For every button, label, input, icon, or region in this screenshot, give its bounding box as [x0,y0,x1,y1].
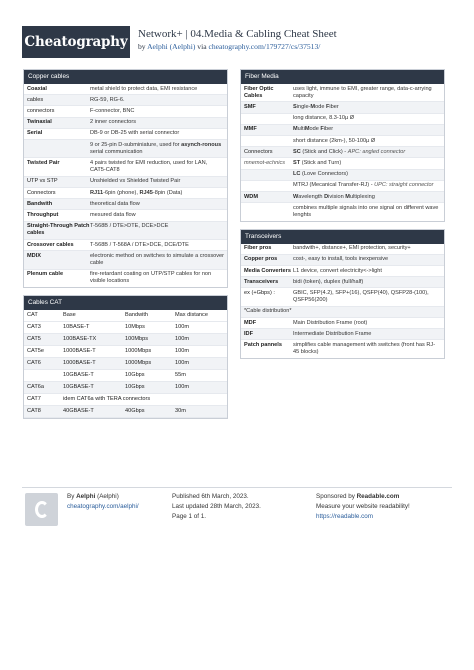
row-value [293,331,441,338]
row-value-text: (Love Connectors) [300,171,349,178]
table-row [241,114,444,125]
header [22,26,452,62]
table-row [241,181,444,192]
table-cell: 40Gbps [122,406,172,418]
row-value [90,242,224,249]
row-value-text: GBIC, SFP(4.2), SFP+(16), QSFP(40), QSFP28-(100), QSFP56(200) [293,289,429,304]
table-row [24,177,227,188]
row-value-text: asynch-ronous [181,141,222,148]
row-key: ex (+Gbps) : [244,289,275,296]
footer-sponsor-block [316,492,410,522]
right-column [240,69,445,366]
row-value [293,342,441,356]
cheatography-c-icon [35,501,49,518]
table-row [24,322,227,334]
sponsor-url[interactable]: https://readable.com [316,513,374,520]
table-row [24,370,227,382]
row-value-text: SC [293,148,301,155]
sponsor-tagline: Measure your website readability! [316,503,410,510]
table-cell: CAT5 [24,334,60,346]
row-value-text: (Stick and Turn) [300,159,342,166]
table-cell: 10Mbps [122,322,172,334]
table-row [24,222,227,240]
table-row [241,158,444,169]
table-cell: idem CAT6a with TERA connectors [60,394,227,406]
row-value-text: M [293,126,298,133]
row-value-text: avelength [298,193,325,200]
row-value [90,108,224,115]
row-key: Connectors [27,189,56,196]
row-value-text: L1 device, convert electricity<->light [293,267,382,274]
table-cell: 100m [172,322,227,334]
table-cell: 30m [172,406,227,418]
section-title: Cables CAT [24,296,227,310]
row-value [293,205,441,219]
row-value [90,212,224,219]
row-value-text: M [304,126,310,133]
row-key: *Cable distribution* [244,308,292,315]
table-row [24,270,227,287]
row-value [90,130,224,137]
row-value-text: bandwith+, distance+, EMI protection, security+ [293,245,411,252]
cheatography-logo[interactable]: Cheatography [22,26,130,58]
sponsored-prefix: Sponsored by [316,493,355,500]
row-value-text: T-568B / T-568A / DTE>DCE, DCE/DTE [90,241,189,248]
table-row [24,251,227,269]
table-row [241,84,444,102]
row-key: Crossover cables [27,241,74,248]
table-row [241,125,444,136]
footer-author-url[interactable]: cheatography.com/aelphi/ [67,503,139,510]
left-column [23,69,228,426]
page-title: Network+ | 04.Media & Cabling Cheat Sheet [138,28,337,40]
table-cell: 100Mbps [122,334,172,346]
row-value-text: fire-retardant coating on UTP/STP cables for non visible locations [90,271,212,285]
table-cell: 10BASE-T [60,322,122,334]
row-key: Fiber Optic Cables [244,85,274,99]
table-cell: 100m [172,358,227,370]
by-prefix: by [138,42,146,51]
row-value-text: ingle- [296,103,311,110]
published-date: Published 6th March, 2023. [172,493,249,500]
fiber-media-section [240,69,445,222]
row-key: Twisted Pair [27,159,60,166]
row-value [90,190,224,197]
row-value [293,160,441,167]
row-key: Media Converters [244,267,291,274]
row-value [90,223,224,237]
row-value-text: UPC: straight connector [374,182,434,189]
table-row [24,406,227,418]
table-row [24,199,227,210]
row-value-text: iber [323,126,334,133]
table-cell: 55m [172,370,227,382]
row-value [293,268,441,275]
table-row [24,118,227,129]
row-value-text: ode [309,126,321,133]
table-row [24,188,227,199]
table-row [241,340,444,357]
row-value [293,182,441,189]
row-value-text: RG-59, RG-6. [90,96,125,103]
row-key: Twinaxial [27,119,52,126]
row-key [27,142,90,156]
table-row [241,318,444,329]
row-value-text: D [324,193,329,200]
row-value-text: LC [293,171,301,178]
table-row [241,147,444,158]
table-row [24,358,227,370]
table-row [24,129,227,140]
cables-cat-section [23,295,228,419]
table-cell: 10Gbps [122,370,172,382]
row-value-text: (Stick and Click) - [300,148,348,155]
row-key: IDF [244,330,254,337]
row-key: MDF [244,319,257,326]
table-cell: 100m [172,346,227,358]
table-row [24,140,227,158]
row-key [244,115,293,122]
row-key: MMF [244,126,257,133]
table-row [24,382,227,394]
row-value-text: cost-, easy to install, tools inexpensive [293,256,389,263]
row-value [90,119,224,126]
table-cell: CAT5e [24,346,60,358]
row-key: cables [27,96,44,103]
row-value-text: ivision [328,193,346,200]
section-title: Copper cables [24,70,227,84]
row-key: mnemot-echnics [244,159,286,166]
row-key: SMF [244,103,256,110]
footer-author-name[interactable]: Aelphi [76,493,96,500]
table-row [241,255,444,266]
table-row [241,170,444,181]
row-value-text: F [325,103,330,110]
table-row [24,394,227,406]
table-header: Bandwith [122,310,172,322]
footer-by-label: By [67,493,75,500]
row-key: Connectors [244,148,273,155]
table-cell: CAT6 [24,358,60,370]
row-value-text: RJ11 [90,189,104,196]
row-value-text: theoretical data flow [90,200,140,207]
row-key: Coaxial [27,85,47,92]
row-value-text: M [310,103,316,110]
sheet-url-link[interactable]: cheatography.com/179727/cs/37513/ [208,42,321,51]
table-row [241,307,444,318]
row-key: Throughput [27,211,59,218]
row-key: WDM [244,193,258,200]
row-value-text: T-568B / DTE>DTE, DCE>DCE [90,223,169,230]
row-value-text: mesured data flow [90,211,136,218]
row-value-text: ST [293,159,301,166]
row-value [293,115,441,122]
row-key: connectors [27,107,55,114]
table-cell: 1000Mbps [122,346,172,358]
row-value [90,271,224,285]
table-row [241,266,444,277]
row-value-text: ode [315,103,326,110]
updated-date: Last updated 28th March, 2023. [172,503,261,510]
footer [22,487,452,529]
row-value [293,149,441,156]
row-value-text: RJ45 [139,189,153,196]
row-value-text: short distance (2km-), 50-100µ Ø [293,137,376,144]
row-value-text: ultiplexing [349,193,375,200]
cables-cat-table [24,310,227,418]
row-value-text: Main Distribution Frame (root) [293,319,368,326]
row-value-text: 4 pairs twisted for EMI reduction, used for LAN, CAT5-CAT8 [90,159,208,174]
row-value [293,320,441,327]
row-key: Serial [27,130,43,137]
row-value-text: electronic method on switches to simulate a crossover cable [90,252,224,266]
row-key [244,138,293,145]
table-cell: 10GBASE-T [60,382,122,394]
table-header: Base [60,310,122,322]
table-row [241,277,444,288]
table-cell: CAT3 [24,322,60,334]
row-key [244,182,293,189]
row-value [90,178,224,185]
row-value [293,104,441,111]
row-value-text: long distance, 8.3-10µ Ø [293,115,355,122]
table-row [241,192,444,203]
footer-author-paren: (Aelphi) [97,493,119,500]
table-row [24,106,227,117]
row-value-text: APC: angled connector [347,148,406,155]
table-cell: 1000BASE-T [60,358,122,370]
table-cell: 100m [172,382,227,394]
table-row [241,329,444,340]
row-value-text: combines multiple signals into one signal on different wave lenghts [293,204,439,218]
table-row [241,102,444,113]
table-cell: CAT8 [24,406,60,418]
row-value [293,245,441,252]
row-value-text: Intermediate Distribution Frame [293,330,372,337]
row-value [293,194,441,201]
row-value [90,253,224,267]
footer-author-block [67,492,139,512]
row-value [90,97,224,104]
row-value-text: -8pin (Data) [152,189,183,196]
table-row [24,84,227,95]
row-key: Copper pros [244,256,278,263]
table-row [24,210,227,221]
table-cell: 1000Mbps [122,358,172,370]
table-row [24,240,227,251]
row-value [293,126,441,133]
table-cell [24,370,60,382]
table-header-row [24,310,227,322]
row-value-text: M [345,193,350,200]
row-key: MDIX [27,252,41,259]
table-row [24,334,227,346]
row-value [90,201,224,208]
table-row [24,346,227,358]
table-header: Max distance [172,310,227,322]
row-value-text: bidi (token), duplex (full/half) [293,278,364,285]
row-value [293,171,441,178]
author-link[interactable]: Aelphi (Aelphi) [147,42,196,51]
row-value-text: simplifies cable management with switches (front has RJ-45 blocks) [293,341,436,356]
table-cell: 10GBASE-T [60,370,122,382]
table-header: CAT [24,310,60,322]
row-key: Bandwith [27,200,53,207]
table-row [241,136,444,147]
row-value-text: -6pin (phone), [103,189,140,196]
row-value-text: uses light, immune to EMI, greater range, data-c-arrying capacity [293,85,432,99]
table-row [24,158,227,176]
section-title: Transceivers [241,230,444,244]
row-value-text: S [293,103,297,110]
table-cell: 10Gbps [122,382,172,394]
row-value [90,160,224,174]
table-row [24,95,227,106]
row-value [293,290,441,304]
page-count: Page 1 of 1. [172,513,206,520]
section-title: Fiber Media [241,70,444,84]
table-cell: 40GBASE-T [60,406,122,418]
row-value-text: F [320,126,324,133]
row-value [90,142,224,156]
row-value-text: metal shield to protect data, EMI resistance [90,85,198,92]
row-key: Patch pannels [244,341,282,348]
row-value [293,86,441,100]
table-cell: 100BASE-TX [60,334,122,346]
table-row [241,203,444,220]
row-value [90,86,224,93]
row-value-text: iber [329,103,339,110]
table-row [241,288,444,306]
via-label: via [197,42,207,51]
row-value-text: MTRJ (Mecanical Transfer-RJ) - [293,182,375,189]
row-value [293,279,441,286]
footer-dates-block [172,492,261,522]
copper-cables-section [23,69,228,288]
row-key [244,205,293,219]
row-value-text: 9 or 25-pin D-subminiature, used for [90,141,182,148]
row-value-text: serial communication [90,148,143,155]
table-cell: CAT7 [24,394,60,406]
byline [138,42,320,51]
row-key: Transceivers [244,278,279,285]
table-cell: CAT6a [24,382,60,394]
row-value-text: ulti [297,126,305,133]
row-key: Plenum cable [27,271,64,278]
avatar [25,493,58,526]
row-key [244,171,293,178]
table-row [241,244,444,255]
row-key: Straight-Through Patch cables [27,223,90,237]
row-value-text: 2 inner connectors [90,119,137,126]
table-cell: 100m [172,334,227,346]
row-value [293,256,441,263]
row-value [293,138,441,145]
table-cell: 1000BASE-T [60,346,122,358]
row-value-text: W [293,193,299,200]
transceivers-section [240,229,445,359]
row-key: UTP vs STP [27,178,58,185]
sponsor-name[interactable]: Readable.com [356,493,400,500]
row-key: Fiber pros [244,245,272,252]
row-value-text: DB-9 or DB-25 with serial connector [90,130,180,137]
row-value-text: F-connector, BNC [90,107,135,114]
row-value-text: Unshielded vs Shielded Twisted Pair [90,178,181,185]
